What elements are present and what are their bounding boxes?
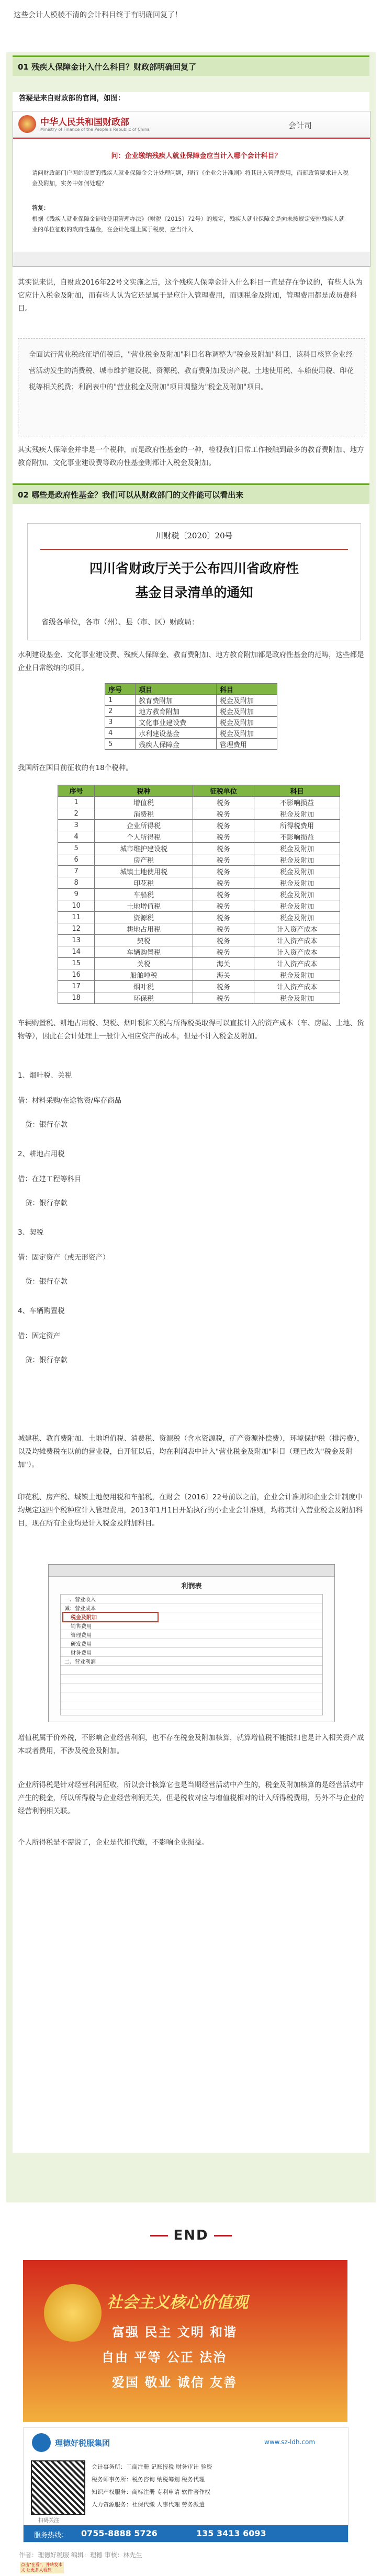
gov-site-screenshot [13,111,370,267]
fund-cell: 5 [105,739,136,750]
policy-notice-box [18,338,365,436]
section-2-paragraph-1: 水利建设基金、文化事业建设费、残疾人保障金、教育费附加、地方教育附加都是政府性基金的范畴，这些都是企业日常缴纳的项目。 [18,651,364,672]
gov-footer-bar [13,252,370,266]
ad-service-line: 税务师事务所：税务咨询 纳税筹划 税务代理 [92,2476,205,2483]
tax-cell: 税务 [193,843,254,854]
tax-cell: 契税 [95,935,193,946]
end-label: END [173,2228,209,2243]
tax-cell: 税务 [193,900,254,912]
tax-row [58,877,340,889]
sheet-row-label: 一、营业收入 [64,1597,96,1603]
reply-body: 根据《残疾人就业保障金征收使用管理办法》（财税〔2015〕72号）的规定，残疾人就业保障金是向未按规定安排残疾人就业的单位征收的政府性基金，在会计处理上属于税费，应当计入 [32,216,345,233]
fund-cell: 税金及附加 [216,728,277,739]
tax-cell: 增值税 [95,797,193,808]
list-item-credit: 贷：银行存款 [25,1278,68,1286]
fund-cell: 2 [105,706,136,717]
fund-col-no: 序号 [105,684,136,695]
tax-cell: 11 [58,912,95,923]
tax-cell: 5 [58,843,95,854]
tax-cell: 16 [58,969,95,981]
tax-col-name: 税种 [95,785,193,797]
section-2-paragraph-4: 城建税、教育费附加、土地增值税、消费税、资源税（含水资源税，矿产资源补偿费），环境保护税（排污费），以及均摊费税在以前的营业税，自开征以后，均在利润表中计入"营业税金及附加"科目（现已改为"税金及附加"）。 [18,1434,364,1469]
tax-row [58,958,340,969]
share-tip[interactable]: 点击"在看"，并转发本文 让更多人看到 [20,2562,64,2573]
tax-row [58,808,340,820]
document-recipients: 省级各单位，各市（州）、县（市、区）财政局： [41,618,199,627]
tax-row [58,797,340,808]
tax-cell: 18 [58,992,95,1004]
tax-cell: 税务 [193,889,254,900]
tax-col-account: 科目 [254,785,340,797]
section-2-paragraph-5: 印花税、房产税、城镇土地使用税和车船税，在财会〔2016〕22号前以之前，企业会计准则和企业会计制度中均规定这四个税种应计入管理费用，2013年1月1日开始执行的小企业会计准则，均将其计入营业税金及附加科目，现在所有企业均是计入税金及附加科目。 [18,1493,363,1528]
tax-col-collector: 征税单位 [193,785,254,797]
fund-row [105,695,277,706]
tax-cell: 8 [58,877,95,889]
tax-cell: 15 [58,958,95,969]
tax-cell: 计入资产成本 [254,946,340,958]
ad-service-line: 会计事务所：工商注册 记账报税 财务审计 验资 [92,2464,212,2470]
tax-cell: 税金及附加 [254,843,340,854]
fund-cell: 税金及附加 [216,717,277,728]
section-2-paragraph-6: 增值税属于价外税，不影响企业经营利润，也不存在税金及附加核算，就算增值税不能抵扣也是计入相关资产成本或者费用，不涉及税金及附加。 [18,1734,364,1755]
fund-cell: 水利建设基金 [136,728,217,739]
tax-cell: 消费税 [95,808,193,820]
company-ad [23,2427,349,2543]
tax-cell: 税务 [193,866,254,877]
ad-mobile-number[interactable]: 135 3413 6093 [196,2528,266,2538]
fund-row [105,739,277,750]
tax-row [58,992,340,1004]
sheet-toolbar [49,1565,334,1577]
tax-cell: 房产税 [95,854,193,866]
section-2-paragraph-2: 我国所在国目前征收的有18个税种。 [18,764,133,772]
tax-cell: 12 [58,923,95,935]
fund-table [105,683,277,750]
end-dash-right [214,2235,232,2236]
question-title: 问：企业缴纳残疾人就业保障金应当计入哪个会计科目？ [111,152,282,160]
list-item-credit: 贷：银行存款 [25,1199,68,1207]
tax-cell: 个人所得税 [95,831,193,843]
party-emblem-icon [44,2284,102,2342]
tax-cell: 所得税费用 [254,820,340,831]
tax-cell: 税金及附加 [254,866,340,877]
tax-row [58,969,340,981]
tax-cell: 耕地占用税 [95,923,193,935]
tax-cell: 10 [58,900,95,912]
tax-cell: 税金及附加 [254,900,340,912]
fund-col-item: 项目 [136,684,217,695]
ad-service-line: 人力资源服务：社保代缴 人事代理 劳务派遣 [92,2501,205,2508]
gov-site-tab[interactable]: 会计司 [288,121,312,130]
tax-cell: 税务 [193,820,254,831]
ad-hotline-bar [24,2525,348,2542]
sheet-row-label: 财务费用 [71,1651,92,1656]
journal-list [18,1069,364,1436]
fund-col-account: 科目 [216,684,277,695]
tax-cell: 17 [58,981,95,992]
section-1-paragraph-1: 其实说来说，自财政2016年22号文实施之后，这个残疾人保障金计入什么科目一直是存在争议的，有些人认为它应计入税金及附加，而有些人认为它还是属于是应计入管理费用，而则税金及附加，管理费用都是成员费科目。 [18,278,363,313]
tax-cell: 税务 [193,877,254,889]
income-statement-screenshot [48,1564,335,1722]
fund-row [105,728,277,739]
sheet-row-label: 减：营业成本 [64,1606,96,1612]
tax-cell: 资源税 [95,912,193,923]
ad-service-line: 知识产权服务：商标注册 专利申请 软件著作权 [92,2489,210,2495]
section-2-paragraph-8: 个人所得税是不需说了，企业是代扣代缴，不影响企业损益。 [18,1838,209,1847]
sheet-row-label: 管理费用 [71,1633,92,1639]
poster-row-2: 自由 平等 公正 法治 [102,2350,227,2365]
fund-cell: 地方教育附加 [136,706,217,717]
list-item-credit: 贷：银行存款 [25,1121,68,1129]
gov-site-name-en: Ministry of Finance of the People's Republic of China [40,127,150,132]
tax-cell: 关税 [95,958,193,969]
section-2-heading-bar [13,483,369,504]
question-intro: 答疑是来自财政部的官网，如图： [19,94,125,103]
tax-row [58,843,340,854]
tax-cell: 车船税 [95,889,193,900]
tax-cell: 3 [58,820,95,831]
tax-cell: 税务 [193,912,254,923]
tax-row [58,889,340,900]
list-item-title: 3、契税 [18,1228,44,1237]
tax-table-header [58,785,340,797]
ad-qr-code[interactable] [31,2460,85,2515]
tax-row [58,866,340,877]
tax-cell: 9 [58,889,95,900]
list-item-debit: 借：材料采购/在途物资/库存商品 [18,1097,122,1105]
list-item-debit: 借：固定资产（或无形资产） [18,1253,110,1262]
tax-cell: 税务 [193,935,254,946]
sheet-highlight [62,1612,159,1622]
poster-headline: 社会主义核心价值观 [107,2293,248,2312]
tax-cell: 14 [58,946,95,958]
tax-row [58,935,340,946]
tax-cell: 计入资产成本 [254,935,340,946]
tax-cell: 土地增值税 [95,900,193,912]
tax-row [58,831,340,843]
tax-cell: 税务 [193,831,254,843]
tax-cell: 13 [58,935,95,946]
ad-brand: 理德好税服集团 [55,2438,110,2448]
sheet-title: 利润表 [181,1583,202,1590]
fund-table-header [105,684,277,695]
gov-site-header [13,111,370,139]
fund-cell: 1 [105,695,136,706]
tax-row [58,923,340,935]
fund-row [105,706,277,717]
question-body: 请问财政部门户网站设置的残疾人就业保障金会计处理问题，现行《企业会计准则》将其计入管理费用，而新政策要求计入税金及附加，实务中如何处理？ [32,170,349,187]
article-footer: 作者：理德好税服 编辑：理德 审核：林先生 [19,2551,142,2559]
tax-row [58,820,340,831]
tax-cell: 税金及附加 [254,808,340,820]
section-1-paragraph-2: 其实残疾人保障金并非是一个税种，而是政府性基金的一种，检视我们日常工作接触到最多的教育费附加、地方教育附加、文化事业建设费等政府性基金则都计入税金及附加。 [18,446,364,467]
tax-cell: 海关 [193,958,254,969]
tax-cell: 税金及附加 [254,854,340,866]
tax-cell: 烟叶税 [95,981,193,992]
sheet-row-label: 二、营业利润 [64,1659,96,1665]
tax-row [58,854,340,866]
fund-cell: 税金及附加 [216,695,277,706]
section-1-heading: 01 残疾人保障金计入什么科目？财政部明确回复了 [18,62,197,72]
fund-cell: 教育费附加 [136,695,217,706]
tax-row [58,912,340,923]
fund-cell: 文化事业建设费 [136,717,217,728]
section-2-heading: 02 哪些是政府性基金？我们可以从财政部门的文件能可以看出来 [18,490,244,500]
tax-cell: 税金及附加 [254,912,340,923]
sheet-row-label: 税金及附加 [71,1615,97,1621]
document-number: 川财税〔2020〕20号 [155,531,233,540]
gov-emblem-icon [18,115,36,133]
tax-cell: 计入资产成本 [254,958,340,969]
document-rule [40,549,348,550]
ad-hotline-label: 服务热线： [34,2532,69,2539]
end-marker [0,2228,382,2243]
sheet-row-label: 研发费用 [71,1642,92,1647]
tax-cell: 1 [58,797,95,808]
tax-col-no: 序号 [58,785,95,797]
fund-cell: 3 [105,717,136,728]
poster-row-3: 爱国 敬业 诚信 友善 [112,2375,238,2390]
tax-cell: 税务 [193,797,254,808]
list-item-title: 1、烟叶税、关税 [18,1071,72,1080]
tax-cell: 税务 [193,854,254,866]
tax-row [58,900,340,912]
tax-cell: 税务 [193,923,254,935]
core-values-poster [23,2260,347,2422]
tax-table [58,785,340,1004]
tax-cell: 2 [58,808,95,820]
tax-cell: 税务 [193,808,254,820]
tax-row [58,981,340,992]
ad-logo-icon [32,2433,51,2452]
list-item-debit: 借：固定资产 [18,1332,60,1340]
reply-label: 答复： [32,205,49,211]
tax-cell: 不影响损益 [254,797,340,808]
fund-cell: 4 [105,728,136,739]
ad-qr-caption: 扫码关注 [38,2518,59,2524]
document-title-line-1: 四川省财政厅关于公布四川省政府性 [89,561,299,576]
tax-cell: 船舶吨税 [95,969,193,981]
tax-cell: 计入资产成本 [254,923,340,935]
tax-cell: 环保税 [95,992,193,1004]
tax-cell: 印花税 [95,877,193,889]
poster-row-1: 富强 民主 文明 和谐 [112,2325,238,2340]
fund-cell: 管理费用 [216,739,277,750]
tax-cell: 税金及附加 [254,992,340,1004]
tax-cell: 税务 [193,946,254,958]
tax-cell: 海关 [193,969,254,981]
list-item-credit: 贷：银行存款 [25,1356,68,1364]
ad-url[interactable]: www.sz-ldh.com [264,2438,316,2446]
ad-hotline-number[interactable]: 0755-8888 5726 [81,2528,158,2538]
section-1-heading-bar [13,55,369,76]
tax-cell: 税务 [193,981,254,992]
end-dash-left [150,2235,168,2236]
fund-cell: 税金及附加 [216,706,277,717]
tax-cell: 城市维护建设税 [95,843,193,854]
document-title-line-2: 基金目录清单的通知 [135,585,253,600]
tax-cell: 税金及附加 [254,877,340,889]
tax-cell: 税金及附加 [254,889,340,900]
tax-cell: 企业所得税 [95,820,193,831]
section-2-paragraph-3: 车辆购置税、耕地占用税、契税、烟叶税和关税与所得税类取得可以直接计入的资产成本（车、房屋、土地、货物等），因此在会计处理上一般计入相应资产的成本，但是不计入税金及附加。 [18,1019,364,1041]
policy-notice-text: 全面试行营业税改征增值税后，"营业税金及附加"科目名称调整为"税金及附加"科目，该科目核算企业经营活动发生的消费税、城市维护建设税、资源税、教育费附加及房产税、土地使用税、车船使用税、印花税等相关税费；利润表中的"营业税金及附加"项目调整为"税金及附加"项目。 [29,351,354,391]
official-document [27,523,361,640]
intro-text: 这些会计人模棱不清的会计科目终于有明确回复了！ [14,11,182,19]
tax-cell: 7 [58,866,95,877]
tax-cell: 城镇土地使用税 [95,866,193,877]
fund-cell: 残疾人保障金 [136,739,217,750]
list-item-title: 2、耕地占用税 [18,1150,65,1158]
sheet-row-label: 销售费用 [71,1624,92,1630]
list-item-title: 4、车辆购置税 [18,1307,65,1315]
fund-row [105,717,277,728]
tax-cell: 税金及附加 [254,969,340,981]
tax-cell: 不影响损益 [254,831,340,843]
tax-cell: 6 [58,854,95,866]
list-item-debit: 借：在建工程等科目 [18,1175,82,1183]
tax-cell: 计入资产成本 [254,981,340,992]
tax-cell: 4 [58,831,95,843]
gov-site-name: 中华人民共和国财政部 [40,117,129,128]
section-2-paragraph-7: 企业所得税是针对经营利润征收，所以会计核算它也是当期经营活动中产生的，税金及附加核算的是经营活动中产生的税金，所以所得税与企业经营利润无关，但是税收对应与增值税相对的计入所得税费用，另外不与企业的经营利润相关联。 [18,1781,364,1815]
tax-row [58,946,340,958]
tax-cell: 税务 [193,992,254,1004]
tax-cell: 车辆购置税 [95,946,193,958]
